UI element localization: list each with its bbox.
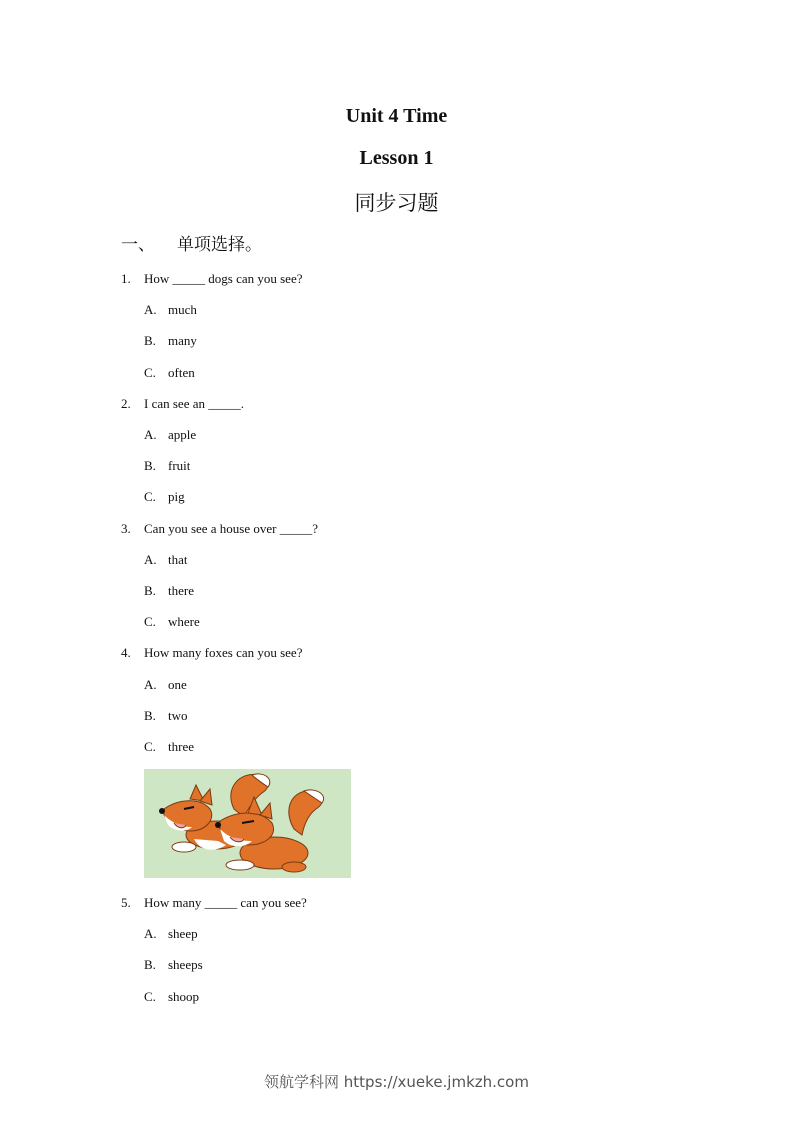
option-letter: B. (144, 583, 156, 598)
option-letter: C. (144, 614, 156, 629)
option-5c (144, 989, 199, 1005)
unit-title: Unit 4 Time (345, 105, 448, 127)
option-1c (144, 365, 195, 381)
option-text: where (168, 614, 200, 629)
question-text: How _____ dogs can you see? (144, 271, 303, 286)
option-2a (144, 427, 196, 443)
question-1 (121, 271, 303, 287)
option-letter: A. (144, 926, 157, 941)
option-letter: A. (144, 552, 157, 567)
question-3 (121, 521, 318, 537)
option-letter: A. (144, 302, 157, 317)
option-text: often (168, 365, 195, 380)
section-heading (121, 230, 262, 255)
lesson-title: Lesson 1 (359, 147, 434, 169)
option-text: one (168, 677, 187, 692)
option-letter: B. (144, 708, 156, 723)
question-5 (121, 895, 307, 911)
option-letter: A. (144, 427, 157, 442)
exercise-subtitle: 同步习题 (354, 191, 439, 215)
option-text: fruit (168, 458, 191, 473)
option-text: much (168, 302, 197, 317)
section-title: 单项选择。 (177, 235, 262, 255)
option-4c (144, 739, 194, 755)
option-1b (144, 333, 197, 349)
option-text: sheeps (168, 957, 203, 972)
option-text: that (168, 552, 188, 567)
option-text: shoop (168, 989, 200, 1004)
fox-icon (144, 769, 351, 878)
option-text: sheep (168, 926, 198, 941)
section-number: 一、 (121, 235, 155, 255)
question-number: 1. (121, 271, 131, 286)
footer-watermark: 领航学科网 https://xueke.jmkzh.com (264, 1073, 529, 1091)
question-2 (121, 396, 244, 412)
option-letter: C. (144, 739, 156, 754)
option-3b (144, 583, 194, 599)
option-5b (144, 957, 203, 973)
question-number: 2. (121, 396, 131, 411)
option-1a (144, 302, 197, 318)
question-text: How many foxes can you see? (144, 645, 303, 660)
option-text: apple (168, 427, 197, 442)
question-number: 5. (121, 895, 131, 910)
option-3a (144, 552, 188, 568)
option-4a (144, 677, 187, 693)
two-foxes-illustration (144, 769, 351, 878)
question-text: How many _____ can you see? (144, 895, 307, 910)
option-letter: C. (144, 489, 156, 504)
option-letter: B. (144, 333, 156, 348)
option-5a (144, 926, 198, 942)
option-text: pig (168, 489, 185, 504)
option-4b (144, 708, 188, 724)
option-text: many (168, 333, 197, 348)
option-text: three (168, 739, 194, 754)
option-3c (144, 614, 200, 630)
option-2b (144, 458, 190, 474)
option-letter: C. (144, 365, 156, 380)
option-letter: B. (144, 458, 156, 473)
question-text: Can you see a house over _____? (144, 521, 319, 536)
question-text: I can see an _____. (144, 396, 244, 411)
question-number: 3. (121, 521, 131, 536)
question-number: 4. (121, 645, 131, 660)
option-2c (144, 489, 185, 505)
option-letter: A. (144, 677, 157, 692)
option-text: two (168, 708, 188, 723)
option-letter: B. (144, 957, 156, 972)
question-4 (121, 645, 302, 661)
option-letter: C. (144, 989, 156, 1004)
option-text: there (168, 583, 194, 598)
